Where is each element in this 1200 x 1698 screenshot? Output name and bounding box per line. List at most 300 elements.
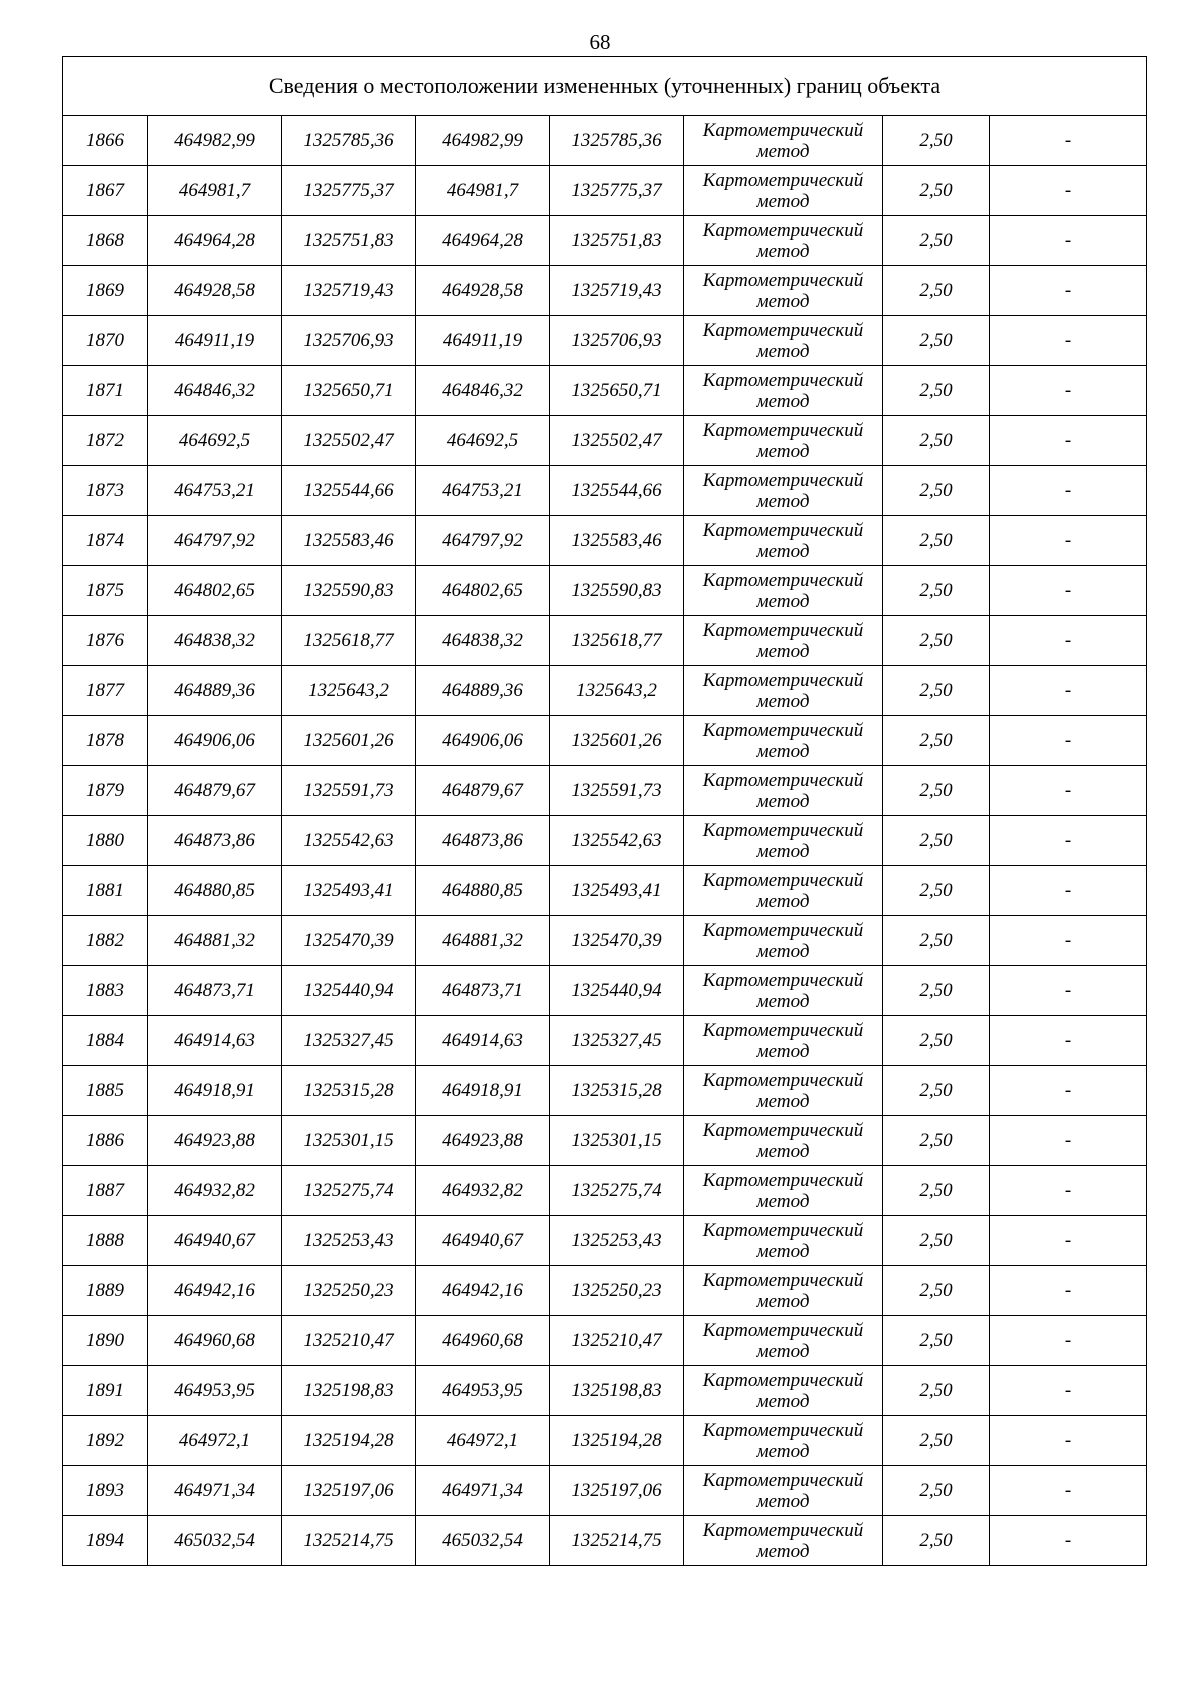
description-cell: - [990, 716, 1147, 766]
y-existing-cell: 1325315,28 [282, 1066, 416, 1116]
description-cell: - [990, 1416, 1147, 1466]
point-number-cell: 1884 [63, 1016, 148, 1066]
method-line-2: метод [756, 490, 810, 512]
method-line-2: метод [756, 890, 810, 912]
y-refined-cell: 1325327,45 [550, 1016, 684, 1066]
method-line-1: Картометрический [702, 819, 864, 841]
method-cell [684, 1166, 883, 1216]
x-existing-cell: 464960,68 [148, 1316, 282, 1366]
accuracy-cell: 2,50 [883, 916, 990, 966]
x-existing-cell: 464906,06 [148, 716, 282, 766]
description-cell: - [990, 766, 1147, 816]
x-refined-cell: 464942,16 [416, 1266, 550, 1316]
method-line-2: метод [756, 790, 810, 812]
x-refined-cell: 464928,58 [416, 266, 550, 316]
accuracy-cell: 2,50 [883, 316, 990, 366]
accuracy-cell: 2,50 [883, 1466, 990, 1516]
method-line-1: Картометрический [702, 569, 864, 591]
x-existing-cell: 464797,92 [148, 516, 282, 566]
point-number-cell: 1876 [63, 616, 148, 666]
point-number-cell: 1882 [63, 916, 148, 966]
point-number-cell: 1866 [63, 116, 148, 166]
x-refined-cell: 464873,86 [416, 816, 550, 866]
method-cell [684, 916, 883, 966]
x-existing-cell: 464889,36 [148, 666, 282, 716]
y-refined-cell: 1325198,83 [550, 1366, 684, 1416]
method-line-1: Картометрический [702, 619, 864, 641]
x-refined-cell: 464972,1 [416, 1416, 550, 1466]
y-existing-cell: 1325643,2 [282, 666, 416, 716]
point-number-cell: 1889 [63, 1266, 148, 1316]
y-refined-cell: 1325275,74 [550, 1166, 684, 1216]
method-line-1: Картометрический [702, 1419, 864, 1441]
method-cell [684, 166, 883, 216]
method-line-1: Картометрический [702, 369, 864, 391]
y-existing-cell: 1325194,28 [282, 1416, 416, 1466]
x-refined-cell: 464981,7 [416, 166, 550, 216]
method-line-1: Картометрический [702, 1169, 864, 1191]
table-row [63, 1316, 1147, 1366]
table-row [63, 116, 1147, 166]
x-existing-cell: 464940,67 [148, 1216, 282, 1266]
y-refined-cell: 1325253,43 [550, 1216, 684, 1266]
y-refined-cell: 1325618,77 [550, 616, 684, 666]
point-number-cell: 1867 [63, 166, 148, 216]
table-row [63, 1516, 1147, 1566]
description-cell: - [990, 616, 1147, 666]
method-cell [684, 1066, 883, 1116]
method-cell [684, 366, 883, 416]
x-existing-cell: 464881,32 [148, 916, 282, 966]
method-line-1: Картометрический [702, 919, 864, 941]
x-refined-cell: 464692,5 [416, 416, 550, 466]
table-row [63, 466, 1147, 516]
accuracy-cell: 2,50 [883, 1116, 990, 1166]
x-existing-cell: 464982,99 [148, 116, 282, 166]
y-refined-cell: 1325214,75 [550, 1516, 684, 1566]
x-refined-cell: 464960,68 [416, 1316, 550, 1366]
method-line-2: метод [756, 1140, 810, 1162]
table-row [63, 316, 1147, 366]
y-existing-cell: 1325327,45 [282, 1016, 416, 1066]
description-cell: - [990, 266, 1147, 316]
table-row [63, 1016, 1147, 1066]
method-line-2: метод [756, 540, 810, 562]
table-row [63, 516, 1147, 566]
method-cell [684, 616, 883, 666]
table-row [63, 966, 1147, 1016]
method-line-2: метод [756, 1040, 810, 1062]
x-refined-cell: 464881,32 [416, 916, 550, 966]
accuracy-cell: 2,50 [883, 416, 990, 466]
y-refined-cell: 1325751,83 [550, 216, 684, 266]
method-line-2: метод [756, 1490, 810, 1512]
method-line-2: метод [756, 390, 810, 412]
y-existing-cell: 1325275,74 [282, 1166, 416, 1216]
accuracy-cell: 2,50 [883, 816, 990, 866]
table-row [63, 716, 1147, 766]
description-cell: - [990, 666, 1147, 716]
y-existing-cell: 1325590,83 [282, 566, 416, 616]
x-refined-cell: 464797,92 [416, 516, 550, 566]
point-number-cell: 1874 [63, 516, 148, 566]
table-row [63, 1366, 1147, 1416]
method-cell [684, 1266, 883, 1316]
method-line-1: Картометрический [702, 1069, 864, 1091]
y-existing-cell: 1325751,83 [282, 216, 416, 266]
accuracy-cell: 2,50 [883, 266, 990, 316]
method-line-2: метод [756, 740, 810, 762]
table-row [63, 816, 1147, 866]
table-row [63, 1216, 1147, 1266]
point-number-cell: 1877 [63, 666, 148, 716]
method-line-2: метод [756, 990, 810, 1012]
point-number-cell: 1885 [63, 1066, 148, 1116]
x-existing-cell: 464873,71 [148, 966, 282, 1016]
y-refined-cell: 1325775,37 [550, 166, 684, 216]
y-refined-cell: 1325544,66 [550, 466, 684, 516]
y-existing-cell: 1325601,26 [282, 716, 416, 766]
method-cell [684, 516, 883, 566]
method-cell [684, 1316, 883, 1366]
method-line-2: метод [756, 290, 810, 312]
x-existing-cell: 464918,91 [148, 1066, 282, 1116]
method-line-1: Картометрический [702, 1269, 864, 1291]
method-cell [684, 466, 883, 516]
method-cell [684, 216, 883, 266]
method-line-1: Картометрический [702, 869, 864, 891]
x-existing-cell: 464971,34 [148, 1466, 282, 1516]
point-number-cell: 1871 [63, 366, 148, 416]
point-number-cell: 1878 [63, 716, 148, 766]
table-row [63, 1416, 1147, 1466]
point-number-cell: 1870 [63, 316, 148, 366]
accuracy-cell: 2,50 [883, 666, 990, 716]
description-cell: - [990, 1116, 1147, 1166]
accuracy-cell: 2,50 [883, 716, 990, 766]
y-refined-cell: 1325706,93 [550, 316, 684, 366]
accuracy-cell: 2,50 [883, 1016, 990, 1066]
x-refined-cell: 464914,63 [416, 1016, 550, 1066]
x-refined-cell: 464964,28 [416, 216, 550, 266]
table-row [63, 766, 1147, 816]
y-existing-cell: 1325502,47 [282, 416, 416, 466]
point-number-cell: 1872 [63, 416, 148, 466]
description-cell: - [990, 116, 1147, 166]
x-existing-cell: 464932,82 [148, 1166, 282, 1216]
x-existing-cell: 464928,58 [148, 266, 282, 316]
y-refined-cell: 1325590,83 [550, 566, 684, 616]
accuracy-cell: 2,50 [883, 1416, 990, 1466]
description-cell: - [990, 516, 1147, 566]
method-line-2: метод [756, 1390, 810, 1412]
accuracy-cell: 2,50 [883, 1266, 990, 1316]
method-line-2: метод [756, 1440, 810, 1462]
table-row [63, 416, 1147, 466]
method-cell [684, 416, 883, 466]
y-existing-cell: 1325198,83 [282, 1366, 416, 1416]
y-refined-cell: 1325440,94 [550, 966, 684, 1016]
method-line-2: метод [756, 340, 810, 362]
y-existing-cell: 1325197,06 [282, 1466, 416, 1516]
point-number-cell: 1887 [63, 1166, 148, 1216]
table-row [63, 266, 1147, 316]
x-refined-cell: 464923,88 [416, 1116, 550, 1166]
x-refined-cell: 464940,67 [416, 1216, 550, 1266]
x-existing-cell: 464802,65 [148, 566, 282, 616]
x-existing-cell: 465032,54 [148, 1516, 282, 1566]
method-cell [684, 1366, 883, 1416]
y-existing-cell: 1325301,15 [282, 1116, 416, 1166]
table-row [63, 566, 1147, 616]
x-refined-cell: 465032,54 [416, 1516, 550, 1566]
point-number-cell: 1886 [63, 1116, 148, 1166]
y-existing-cell: 1325719,43 [282, 266, 416, 316]
accuracy-cell: 2,50 [883, 116, 990, 166]
method-line-1: Картометрический [702, 1519, 864, 1541]
method-cell [684, 1016, 883, 1066]
method-line-1: Картометрический [702, 1119, 864, 1141]
accuracy-cell: 2,50 [883, 1066, 990, 1116]
y-refined-cell: 1325470,39 [550, 916, 684, 966]
method-cell [684, 766, 883, 816]
accuracy-cell: 2,50 [883, 366, 990, 416]
description-cell: - [990, 466, 1147, 516]
method-cell [684, 566, 883, 616]
x-refined-cell: 464873,71 [416, 966, 550, 1016]
x-existing-cell: 464964,28 [148, 216, 282, 266]
x-existing-cell: 464879,67 [148, 766, 282, 816]
x-existing-cell: 464880,85 [148, 866, 282, 916]
x-refined-cell: 464880,85 [416, 866, 550, 916]
description-cell: - [990, 1216, 1147, 1266]
y-existing-cell: 1325253,43 [282, 1216, 416, 1266]
table-header: Сведения о местоположении измененных (уточненных) границ объекта [63, 57, 1147, 116]
x-existing-cell: 464981,7 [148, 166, 282, 216]
method-cell [684, 116, 883, 166]
method-line-2: метод [756, 1090, 810, 1112]
x-refined-cell: 464753,21 [416, 466, 550, 516]
accuracy-cell: 2,50 [883, 766, 990, 816]
method-cell [684, 1116, 883, 1166]
x-existing-cell: 464972,1 [148, 1416, 282, 1466]
x-refined-cell: 464953,95 [416, 1366, 550, 1416]
table-row [63, 1266, 1147, 1316]
y-refined-cell: 1325583,46 [550, 516, 684, 566]
x-existing-cell: 464942,16 [148, 1266, 282, 1316]
description-cell: - [990, 916, 1147, 966]
y-refined-cell: 1325197,06 [550, 1466, 684, 1516]
y-refined-cell: 1325650,71 [550, 366, 684, 416]
x-existing-cell: 464838,32 [148, 616, 282, 666]
point-number-cell: 1883 [63, 966, 148, 1016]
y-existing-cell: 1325493,41 [282, 866, 416, 916]
method-line-1: Картометрический [702, 269, 864, 291]
table-row [63, 216, 1147, 266]
description-cell: - [990, 566, 1147, 616]
y-existing-cell: 1325440,94 [282, 966, 416, 1016]
accuracy-cell: 2,50 [883, 516, 990, 566]
x-existing-cell: 464692,5 [148, 416, 282, 466]
method-line-2: метод [756, 240, 810, 262]
method-cell [684, 966, 883, 1016]
method-cell [684, 816, 883, 866]
description-cell: - [990, 1466, 1147, 1516]
y-existing-cell: 1325542,63 [282, 816, 416, 866]
method-cell [684, 1216, 883, 1266]
accuracy-cell: 2,50 [883, 1516, 990, 1566]
x-existing-cell: 464873,86 [148, 816, 282, 866]
description-cell: - [990, 1266, 1147, 1316]
method-line-2: метод [756, 690, 810, 712]
description-cell: - [990, 1016, 1147, 1066]
method-line-2: метод [756, 140, 810, 162]
description-cell: - [990, 1366, 1147, 1416]
table-row [63, 1466, 1147, 1516]
y-existing-cell: 1325544,66 [282, 466, 416, 516]
x-refined-cell: 464846,32 [416, 366, 550, 416]
method-line-1: Картометрический [702, 319, 864, 341]
x-refined-cell: 464879,67 [416, 766, 550, 816]
method-cell [684, 666, 883, 716]
method-line-1: Картометрический [702, 219, 864, 241]
description-cell: - [990, 866, 1147, 916]
description-cell: - [990, 966, 1147, 1016]
description-cell: - [990, 216, 1147, 266]
y-existing-cell: 1325775,37 [282, 166, 416, 216]
description-cell: - [990, 1316, 1147, 1366]
point-number-cell: 1888 [63, 1216, 148, 1266]
x-existing-cell: 464753,21 [148, 466, 282, 516]
accuracy-cell: 2,50 [883, 1216, 990, 1266]
table-row [63, 166, 1147, 216]
method-line-1: Картометрический [702, 469, 864, 491]
y-existing-cell: 1325706,93 [282, 316, 416, 366]
table-row [63, 1116, 1147, 1166]
x-existing-cell: 464846,32 [148, 366, 282, 416]
table-row [63, 616, 1147, 666]
y-existing-cell: 1325470,39 [282, 916, 416, 966]
x-refined-cell: 464889,36 [416, 666, 550, 716]
method-line-2: метод [756, 640, 810, 662]
method-line-1: Картометрический [702, 1319, 864, 1341]
y-refined-cell: 1325493,41 [550, 866, 684, 916]
method-line-2: метод [756, 1540, 810, 1562]
method-line-1: Картометрический [702, 1369, 864, 1391]
accuracy-cell: 2,50 [883, 166, 990, 216]
point-number-cell: 1891 [63, 1366, 148, 1416]
method-line-1: Картометрический [702, 1019, 864, 1041]
x-existing-cell: 464914,63 [148, 1016, 282, 1066]
point-number-cell: 1881 [63, 866, 148, 916]
point-number-cell: 1894 [63, 1516, 148, 1566]
y-existing-cell: 1325250,23 [282, 1266, 416, 1316]
description-cell: - [990, 1066, 1147, 1116]
x-refined-cell: 464982,99 [416, 116, 550, 166]
y-refined-cell: 1325719,43 [550, 266, 684, 316]
method-cell [684, 1416, 883, 1466]
point-number-cell: 1868 [63, 216, 148, 266]
point-number-cell: 1892 [63, 1416, 148, 1466]
point-number-cell: 1879 [63, 766, 148, 816]
method-line-2: метод [756, 1190, 810, 1212]
y-refined-cell: 1325542,63 [550, 816, 684, 866]
point-number-cell: 1893 [63, 1466, 148, 1516]
method-line-2: метод [756, 440, 810, 462]
table-row [63, 1066, 1147, 1116]
description-cell: - [990, 416, 1147, 466]
point-number-cell: 1880 [63, 816, 148, 866]
x-refined-cell: 464802,65 [416, 566, 550, 616]
accuracy-cell: 2,50 [883, 616, 990, 666]
y-existing-cell: 1325583,46 [282, 516, 416, 566]
method-line-1: Картометрический [702, 519, 864, 541]
y-refined-cell: 1325601,26 [550, 716, 684, 766]
method-cell [684, 266, 883, 316]
method-line-1: Картометрический [702, 169, 864, 191]
method-cell [684, 1516, 883, 1566]
point-number-cell: 1875 [63, 566, 148, 616]
method-line-1: Картометрический [702, 1469, 864, 1491]
accuracy-cell: 2,50 [883, 566, 990, 616]
accuracy-cell: 2,50 [883, 966, 990, 1016]
boundary-coordinates-table [62, 56, 1147, 1566]
x-refined-cell: 464971,34 [416, 1466, 550, 1516]
method-cell [684, 866, 883, 916]
x-existing-cell: 464911,19 [148, 316, 282, 366]
method-cell [684, 1466, 883, 1516]
y-existing-cell: 1325618,77 [282, 616, 416, 666]
method-line-2: метод [756, 1240, 810, 1262]
description-cell: - [990, 1516, 1147, 1566]
accuracy-cell: 2,50 [883, 1166, 990, 1216]
accuracy-cell: 2,50 [883, 466, 990, 516]
x-refined-cell: 464918,91 [416, 1066, 550, 1116]
y-existing-cell: 1325785,36 [282, 116, 416, 166]
y-existing-cell: 1325591,73 [282, 766, 416, 816]
y-refined-cell: 1325250,23 [550, 1266, 684, 1316]
y-refined-cell: 1325502,47 [550, 416, 684, 466]
y-refined-cell: 1325591,73 [550, 766, 684, 816]
x-refined-cell: 464838,32 [416, 616, 550, 666]
x-refined-cell: 464906,06 [416, 716, 550, 766]
method-line-1: Картометрический [702, 119, 864, 141]
y-refined-cell: 1325785,36 [550, 116, 684, 166]
method-cell [684, 316, 883, 366]
x-refined-cell: 464911,19 [416, 316, 550, 366]
point-number-cell: 1890 [63, 1316, 148, 1366]
table-header-row [63, 57, 1147, 116]
y-existing-cell: 1325650,71 [282, 366, 416, 416]
description-cell: - [990, 366, 1147, 416]
table-body [63, 57, 1147, 1566]
method-line-1: Картометрический [702, 419, 864, 441]
method-line-2: метод [756, 1290, 810, 1312]
y-existing-cell: 1325210,47 [282, 1316, 416, 1366]
method-line-2: метод [756, 190, 810, 212]
table-row [63, 1166, 1147, 1216]
page-number: 68 [589, 30, 611, 54]
method-cell [684, 716, 883, 766]
y-refined-cell: 1325315,28 [550, 1066, 684, 1116]
y-refined-cell: 1325210,47 [550, 1316, 684, 1366]
method-line-2: метод [756, 590, 810, 612]
point-number-cell: 1873 [63, 466, 148, 516]
point-number-cell: 1869 [63, 266, 148, 316]
method-line-1: Картометрический [702, 969, 864, 991]
description-cell: - [990, 1166, 1147, 1216]
x-existing-cell: 464923,88 [148, 1116, 282, 1166]
